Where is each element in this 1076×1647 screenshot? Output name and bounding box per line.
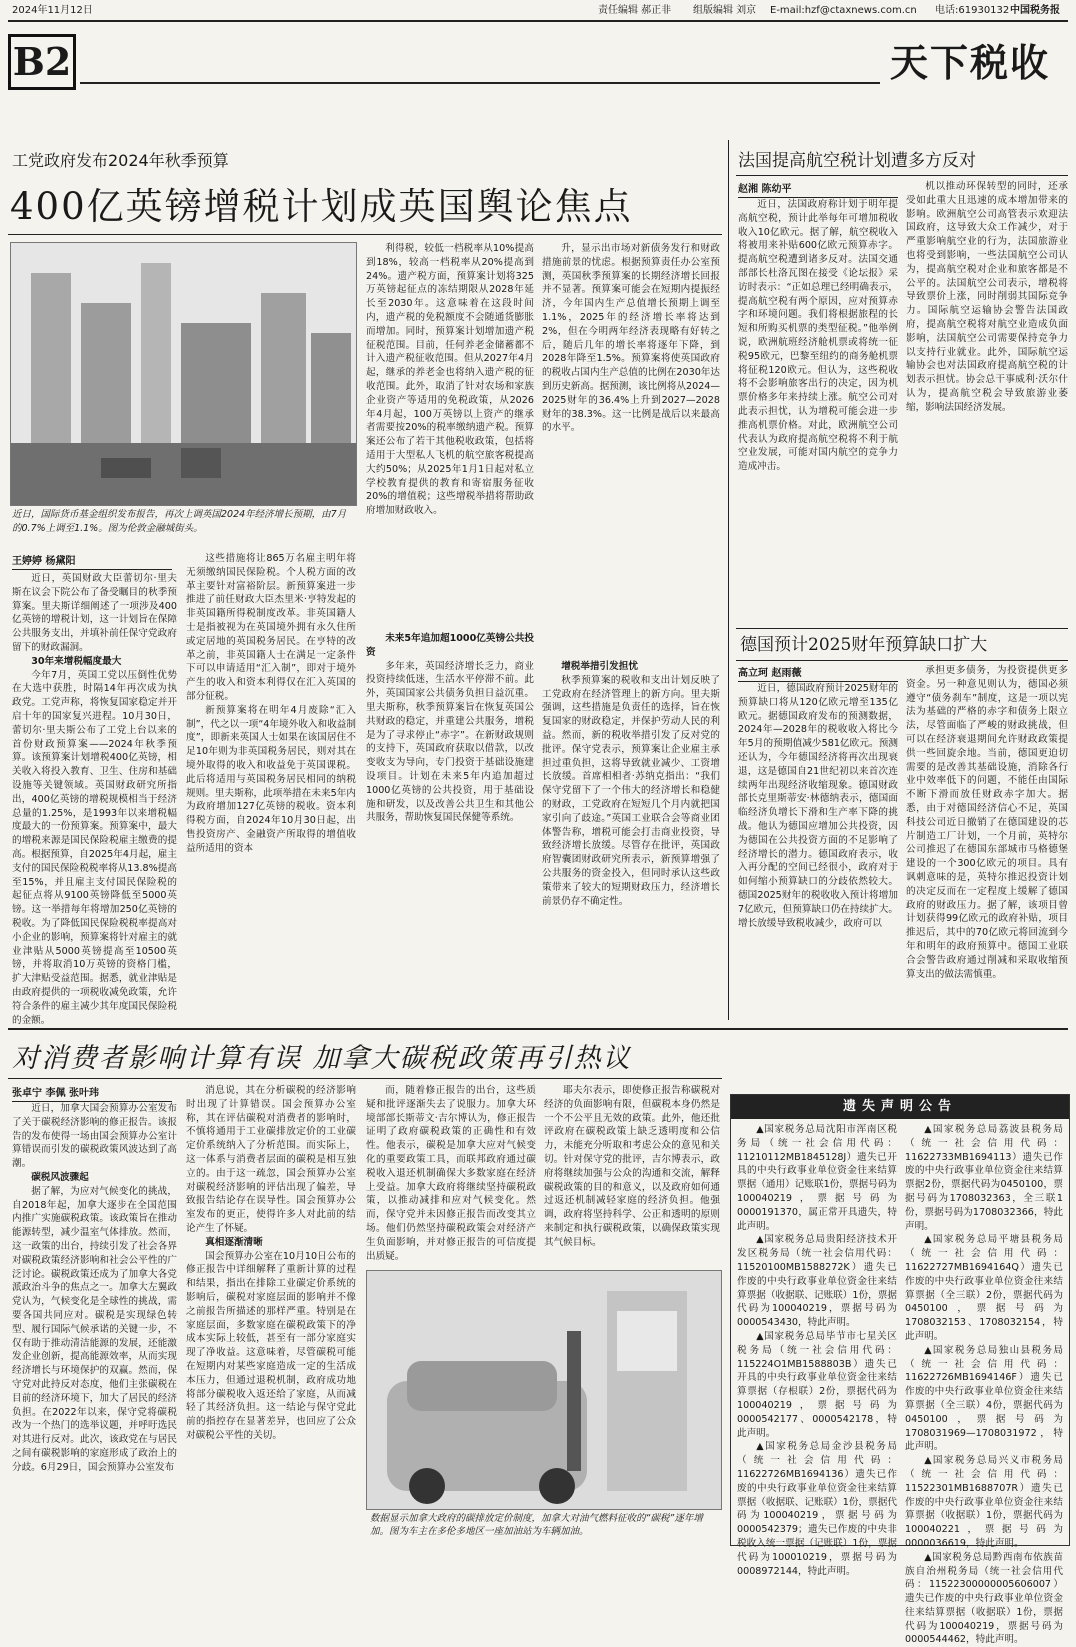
notice-item: ▲国家税务总局金沙县税务局（统一社会信用代码：11622726MB1694136）遗失已作废的中央行政事业单位资金往来结算票据（收据联、记账联）1份，票据代码为100040219，票据号码为0000542379；遗失已作废的中央非税收入统一票据（记账联）1份，票据代码为100010219，票据号码为0008972144，特此声明。: [737, 1441, 897, 1577]
france-title: 法国提高航空税计划遭多方反对: [738, 151, 976, 171]
column-divider: [728, 140, 729, 1020]
notice-col1: [737, 1123, 897, 1577]
canada-subhead-1: 碳税风波骤起: [31, 1171, 89, 1183]
canada-col4: [544, 1084, 720, 1264]
france-text: 机以推动环保转型的同时，还承受如此重大且迅速的成本增加带来的影响。欧洲航空公司高管表示欢迎法国政府，这导致大众工作减少，对于严重影响航空业的行为，法国旅游业也将受到影响，一些法国航空公司认为，提高航空税对企业和旅客都是不公平的。法国航空公司表示，增税将导致票价上涨，同时削弱其国际竞争力。国际航空运输协会警告法国政府，提高航空税将对航空业造成负面影响，法国航空公司需要保持竞争力以支持行业就业。此外，国际航空运输协会也对法国政府提高航空税的计划表示担忧。协会总干事威利·沃尔什认为，提高航空税会导致旅游业萎缩，影响法国经济发展。: [906, 181, 1068, 413]
section-title: 天下税收: [890, 40, 1051, 85]
canada-text: 而，随着修正报告的出台，这些质疑和批评逐渐失去了说服力。加拿大环境部部长斯蒂文·吉尔博认为，修正报告证明了政府碳税政策的正确性和有效性。他表示，碳税是加拿大应对气候变化的重要政策工具，而联邦政府通过碳税收入退还机制确保大多数家庭在经济上受益。加拿大政府将继续坚持碳税政策，以推动减排和应对气候变化。然而，保守党并未因修正报告而改变其立场。他们仍然坚持碳税政策会对经济产生负面影响，并对修正报告的可信度提出质疑。: [366, 1085, 536, 1262]
canada-text: 耶夫尔表示，即使修正报告称碳税对经济的负面影响有限，但碳税本身仍然是一个不公平且无效的政策。此外，他还批评政府在碳税政策上缺乏透明度和公信力，未能充分听取和考虑公众的意见和关切。针对保守党的批评，吉尔博表示，政府将继续加强与公众的沟通和交流，解释碳税政策的目的和意义，以及政府如何通过返还机制减轻家庭的经济负担。他强调，政府将坚持科学、公正和透明的原则来制定和执行碳税政策，以确保政策实现其气候目标。: [544, 1085, 720, 1248]
gas-station-image: [367, 1271, 721, 1509]
germany-text: 近日，德国政府预计2025财年的预算缺口将从120亿欧元增至135亿欧元。据德国政府发布的预测数据，2024年—2028年的税收收入将比今年5月的预期值减少581亿欧元。预测还认为，今年德国经济将再次出现衰退，这是德国自21世纪初以来首次连续两年出现经济收缩现象。德国财政部长克里斯蒂安·林德纳表示，德国面临经济负增长下滑和生产率下降的挑战。他认为德国应增加公共投资，因为德国在公共投资方面的不足影响了经济增长的潜力。德国政府表示，收入再分配的空间已经很小，政府对于如何缩小预算缺口的分歧依然较大。德国2025财年的税收收入预计将增加7亿欧元，但预算缺口仍在持续扩大。增长放缓导致税收减少，政府可以: [738, 683, 898, 929]
germany-col1: [738, 682, 898, 1022]
uk-subhead-2: 未来5年追加超1000亿英镑公共投资: [366, 633, 534, 658]
canada-col3: [366, 1084, 536, 1264]
uk-text: 新预算案将在明年4月废除“汇入制”，代之以一项“4年境外收入和收益制度”，即新来英国人士如果在该国居住不足10年则为非英国税务居民，则对其在境外取得的收入和收益免于英国课税。此后将适用与英国税务居民相同的纳税规则。里夫斯称，此项举措在未来5年内为政府增加127亿英镑的税收。资本利得税方面，自2024年10月30日起，出售投资房产、金融资产所取得的增值收益所适用的资本: [186, 704, 356, 854]
london-street-image: [11, 243, 356, 505]
canada-text: 据了解，为应对气候变化的挑战，自2018年起，加拿大逐步在全国范围内推广实施碳税政策。该政策旨在推动能源转型，减少温室气体排放。然而，这一政策的出台，持续引发了社会各界对碳税政策经济影响和社会公平性的广泛讨论。碳税政策还成为了加拿大各党派政治斗争的焦点之一。加拿大左翼政党认为，气候变化是全球性的挑战，需要各国共同应对。碳税是实现绿色转型、履行国际气候承诺的关键一步，不仅有助于推动清洁能源的发展，还能激发企业创新，提高能源效率，从而实现经济增长与环境保护的双赢。然而，保守党对此持反对态度，他们主张碳税在目前的经济环境下，加大了居民的经济负担。在2022年以来，保守党将碳税改为一个热门的选举议题，并呼吁选民对其进行反对。此次，该政党在与居民之间有碳税影响的家庭形成了政治上的分歧。6月29日，国会预算办公室发布: [12, 1185, 177, 1473]
france-rule: [736, 175, 1068, 176]
notice-item: ▲国家税务总局沈阳市浑南区税务局（统一社会信用代码：11210112MB1845128J）遗失已开具的中央行政事业单位资金往来结算票据（通用）记账联1份，票据号码为100040219，票据号码为0000191370，属正常开具遗失，特此声明。: [737, 1124, 897, 1232]
notice-box: [730, 1094, 1070, 1646]
canada-title-rule: [8, 1078, 722, 1079]
uk-text: 利得税，较低一档税率从10%提高到18%，较高一档税率从20%提高到24%。遗产税方面，预算案计划将325万英镑起征点的冻结期限从2028年延长至2030年。这意味着在这段时间内，遗产税的免税额度不会随通货膨胀而增加。同时，预算案计划增加遗产税征税范围。目前，任何养老金储蓄都不计入遗产税征收范围。但从2027年4月起，继承的养老金也将纳入遗产税的征收范围。此外，取消了针对农场和家族企业资产等适用的免税政策，从2026年4月起，100万英镑以上资产的继承者需要按20%的税率缴纳遗产税。预算案还公布了若干其他税收政策，包括将适用于大型私人飞机的航空旅客税提高大约50%；从2025年1月1日起对私立学校教育提供的教育和寄宿服务征收20%的增值税；这些增税举措将帮助政府增加财政收入。: [366, 243, 534, 517]
canada-text: 近日，加拿大国会预算办公室发布了关于碳税经济影响的修正报告。该报告的发布使得一场由国会预算办公室计算错误而引发的碳税政策风波达到了高潮。: [12, 1103, 177, 1170]
uk-title-rule: [8, 234, 722, 235]
canada-photo-caption: 数据显示加拿大政府的碳排放定价制度，加拿大对油气燃料征收的“碳税”逐年增加。图为车主在多伦多地区一座加油站为车辆加油。: [370, 1513, 703, 1537]
header-rule: [8, 20, 1068, 22]
uk-text: 多年来，英国经济增长乏力，商业投资持续低迷，生活水平停滞不前。此外，英国国家公共债务负担日益沉重。里夫斯称，秋季预算案旨在恢复英国公共财政的稳定，并重建公共服务，增税是为了寻求停止“赤字”。在新财政规则的支持下，英国政府获取以借款，以改变收支为导向，专门投资于基础设施建设项目。计划在未来5年内追加超过1000亿英镑的公共投资，用于基础设施和研发，以及改善公共卫生和其他公共服务，帮助恢复国民保健等系统。: [366, 660, 534, 824]
canada-col2: [186, 1084, 356, 1542]
germany-byline: 高立珂 赵雨薇: [738, 664, 898, 682]
uk-col3: [366, 242, 534, 632]
header-phone: 电话:61930132: [935, 5, 1010, 16]
uk-subhead-1: 30年来增税幅度最大: [31, 655, 122, 667]
uk-byline: 王婷婷 杨黛阳: [12, 552, 172, 570]
notice-item: ▲国家税务总局荔波县税务局（统一社会信用代码：11622733MB1694113）遗失已作废的中央行政事业单位资金往来结算票据2份，票据代码为0450100，票据号码为1708032363，全三联1份，票据号码为1708032366，特此声明。: [905, 1124, 1063, 1232]
notice-item: ▲国家税务总局独山县税务局（统一社会信用代码：11622726MB1694146F）遗失已作废的中央行政事业单位资金往来结算票据（全三联）4份，票据代码为0450100，票据号码为1708031969—1708031972，特此声明。: [905, 1344, 1063, 1453]
header-composer: 组版编辑 刘京: [693, 5, 757, 16]
notice-item: ▲国家税务总局兴义市税务局（统一社会信用代码：11522301MB1688707R）遗失已作废的中央行政事业单位资金往来结算票据（收据联）1份，票据代码为100040221，票据号码为0000036619，特此声明。: [905, 1455, 1063, 1549]
germany-col2: [906, 664, 1068, 1022]
uk-kicker: 工党政府发布2024年秋季预算: [12, 151, 229, 170]
france-text: 近日，法国政府称计划于明年提高航空税，预计此举每年可增加税收收入10亿欧元。据了解，航空税收入将被用来补贴600亿欧元预算赤字。提高航空税遭到诸多反对。法国交通部部长杜洛瓦图在接受《论坛报》采访时表示：“正如总理已经明确表示，提高航空税有两个原因，应对预算赤字和环境问题。我们将根据旅程的长短和所购买机票的类型征税。”他举例说，欧洲航班经济舱机票或将统一征税95欧元，巴黎至纽约的商务舱机票将征税120欧元。但认为，这些税收将不会影响旅客出行的决定，因为机票价格多年来持续上涨。航空公司对此表示担忧，认为增税可能会进一步推高机票价格。对此，欧洲航空公司代表认为政府提高航空税将不利于航空业发展，可能对国内航空的竞争力造成冲击。: [738, 199, 898, 473]
uk-col4b: [542, 660, 720, 1020]
uk-text: 近日，英国财政大臣蕾切尔·里夫斯在议会下院公布了备受瞩目的秋季预算案。里夫斯详细阐述了一项涉及400亿英镑的增税计划，这一计划旨在保障公共服务支出，并填补前任保守党政府留下的财政漏洞。: [12, 573, 177, 653]
notice-item: ▲国家税务总局毕节市七星关区税务局（统一社会信用代码：115224O1MB1588803B）遗失已开具的中央行政事业单位资金往来结算票据（存根联）2份，票据代码为100040219，票据号码为0000542177、0000542178，特此声明。: [737, 1330, 897, 1439]
france-col1: [738, 198, 898, 624]
section-rule: [80, 82, 880, 84]
germany-title: 德国预计2025财年预算缺口扩大: [740, 635, 988, 655]
germany-text: 承担更多债务，为投资提供更多资金。另一种意见则认为，德国必须遵守“债务刹车”制度，这是一项以宪法为基础的严格的赤字和债务上限立法，尽管面临了严峻的财政挑战，但可以在经济衰退期间允许财政政策提供一些回旋余地。当前，德国更迫切需要的是改善其基础设施，消除各行业中效率低下的问题，不能任由国际不断下滑而放任财政赤字加大。据悉，由于对德国经济信心不足，英国科技公司近日撤销了在德国建设的芯片制造工厂计划，一个月前，英特尔公司推迟了在德国东部城市马格德堡建设的一个300亿欧元的项目。具有讽刺意味的是，英特尔推迟投资计划的决定反而在一定程度上缓解了德国政府的财政压力。据了解，该项目曾计划获得99亿欧元的政府补贴，项目推迟后，其中的70亿欧元将回流到今年和明年的政府预算中。德国工业联合会警告政府通过削减和采取收缩预算支出的做法需慎重。: [906, 665, 1068, 980]
canada-text: 国会预算办公室在10月10日公布的修正报告中详细解释了重新计算的过程和结果，指出在排除工业碳定价系统的影响后，碳税对家庭层面的影响并不像之前报告所描述的那样严重。特别是在家庭层面，多数家庭在碳税政策下的净成本实际上较低，甚至有一部分家庭实现了净收益。这意味着，尽管碳税可能在短期内对某些家庭造成一定的生活成本压力，但通过退税机制，政府成功地将部分碳税收入返还给了家庭，从而减轻了其经济负担。这一结论与保守党此前的指控存在显著差异，也回应了公众对碳税公平性的关切。: [186, 1250, 356, 1441]
uk-subhead-3: 增税举措引发担忧: [561, 661, 638, 672]
canada-subhead-2: 真相逐渐清晰: [205, 1236, 263, 1248]
uk-col3b: [366, 632, 534, 1022]
uk-text: 今年7月，英国工党以压倒性优势在大选中获胜，时隔14年再次成为执政党。工党声称，将恢复国家稳定并开启十年的国家复兴进程。10月30日，蕾切尔·里夫斯公布了工党上台以来的首份财政预算案——2024年秋季预算。该预算案计划增税400亿英镑，相关收入将投入教育、卫生、住房和基础设施等关键领域。英国财政研究所指出，400亿英镑的增税规模相当于经济总量的1.25%，是1993年以来增税幅度最大的一份预算案。预算案中，最大的增税来源是国民保险税雇主缴费的提高。根据预算，自2025年4月起，雇主支付的国民保险税税率将从13.8%提高至15%，并且雇主支付国民保险税的起征点将从9100英镑降低至5000英镑。这一举措每年将增加250亿英镑的税收。为了降低国民保险税税率提高对小企业的影响，预算案将针对雇主的就业津贴从5000英镑提高至10500英镑，并将取消10万英镑的资格门槛，扩大津贴受益范围。据悉，就业津贴是由政府提供的一项税收减免政策，允许符合条件的雇主减少其年度国民保险税的金额。: [12, 669, 177, 1026]
canada-top-rule: [8, 1028, 1068, 1030]
notice-title: 遗失声明公告: [731, 1095, 1069, 1119]
notice-col2: [905, 1123, 1063, 1646]
header-date: 2024年11月12日: [12, 5, 93, 16]
notice-item: ▲国家税务总局黔西南布依族苗族自治州税务局（统一社会信用代码：11522300000005606007）遗失已作废的中央行政事业单位资金往来结算票据（收据联）1份，票据代码为100040219，票据号码为0000544462，特此声明。: [905, 1551, 1063, 1646]
canada-text: 消息说，其在分析碳税的经济影响时出现了计算错误。国会预算办公室称，其在评估碳税对消费者的影响时，不慎将通用于工业碳排放定价的工业碳定价系统纳入了分析范围。而实际上，这一体系与消费者层面的碳税是相互独立的。由于这一疏忽，国会预算办公室对碳税经济影响的评估出现了偏差，导致报告结论存在误导性。国会预算办公室发布的更正，使得许多人对此前的结论产生了怀疑。: [186, 1085, 356, 1234]
germany-rule: [736, 660, 1068, 661]
uk-title: 400亿英镑增税计划成英国舆论焦点: [10, 185, 633, 228]
uk-col2: [186, 552, 356, 1022]
page-number: B2: [8, 34, 76, 90]
uk-photo-caption: 近日，国际货币基金组织发布报告，再次上调英国2024年经济增长预期，由7月的0.7%上调至1.1%。图为伦敦金融城街头。: [12, 509, 347, 534]
canada-col1: [12, 1102, 177, 1542]
notice-item: ▲国家税务总局平塘县税务局（统一社会信用代码：11622727MB1694164Q）遗失已作废的中央行政事业单位资金往来结算票据（全三联）2份，票据代码为0450100，票据号码为1708032153、1708032154，特此声明。: [905, 1234, 1063, 1342]
canada-byline: 张卓宁 李佩 张叶玮: [12, 1084, 172, 1102]
header-editor: 责任编辑 郝正非: [598, 5, 672, 16]
uk-col1: [12, 572, 177, 1026]
uk-text: 这些措施将让865万名雇主明年将无须缴纳国民保险税。个人税方面的改革主要针对富裕阶层。新预算案进一步推进了前任财政大臣杰里米·亨特发起的非英国籍所得税制度改革。非英国籍人士是指被视为在英国境外拥有永久住所或定居地的英国税务居民。在亨特的改革之前，非英国籍人士在满足一定条件下可以申请适用“汇入制”，即对于境外产生的收入和资本利得仅在汇入英国的部分征税。: [186, 553, 356, 702]
germany-top-rule: [736, 628, 1068, 629]
canada-title: 对消费者影响计算有误 加拿大碳税政策再引热议: [12, 1043, 632, 1074]
notice-item: ▲国家税务总局贵阳经济技术开发区税务局（统一社会信用代码：11520100MB1588272K）遗失已作废的中央行政事业单位资金往来结算票据（收据联、记账联）1份，票据代码为100040219，票据号码为0000543430，特此声明。: [737, 1234, 897, 1329]
canada-photo: [366, 1270, 722, 1510]
france-byline: 赵湘 陈幼平: [738, 180, 898, 198]
france-col2: [906, 180, 1068, 624]
uk-text: 升，显示出市场对新债务发行和财政措施前景的忧虑。根据预算责任办公室预测，英国秋季预算案的长期经济增长回报并不显著。预算案可能会在短期内提振经济，今年国内生产总值增长预期上调至1.1%，2025年的经济增长率将达到2%，但在今明两年经济表现略有好转之后，随后几年的增长率将逐年下降，到2028年降至1.5%。预算案将使英国政府的税收占国内生产总值的比例在2030年达到历史新高。据预测，该比例将从2024—2025财年的36.4%上升到2027—2028财年的38.3%。这一比例是战后以来最高的水平。: [542, 243, 720, 434]
uk-text: 秋季预算案的税收和支出计划反映了工党政府在经济管理上的新方向。里夫斯强调，这些措施是负责任的选择，旨在恢复国家的财政稳定，并保护劳动人民的利益。然而，新的税收举措引发了反对党的批评。保守党表示，预算案让企业雇主承担过重负担，这将导致就业减少、工资增长放缓。首席相相者·苏纳克指出：“我们保守党留下了一个伟大的经济增长和稳健的财政，工党政府在短短几个月内就把国家引向了歧途。”英国工业联合会等商业团体警告称，增税可能会打击商业投资，导致经济增长放缓。尽管存在批评，英国政府智囊团财政研究所表示，新预算增强了公共服务的资金投入，但同时承认这些政策带来了较大的短期财政压力，经济增长前景仍存不确定性。: [542, 674, 720, 907]
header-paper: 中国税务报: [1010, 5, 1060, 16]
header-email: E-mail:hzf@ctaxnews.com.cn: [770, 5, 917, 16]
uk-photo: [10, 242, 357, 506]
uk-col4: [542, 242, 720, 657]
